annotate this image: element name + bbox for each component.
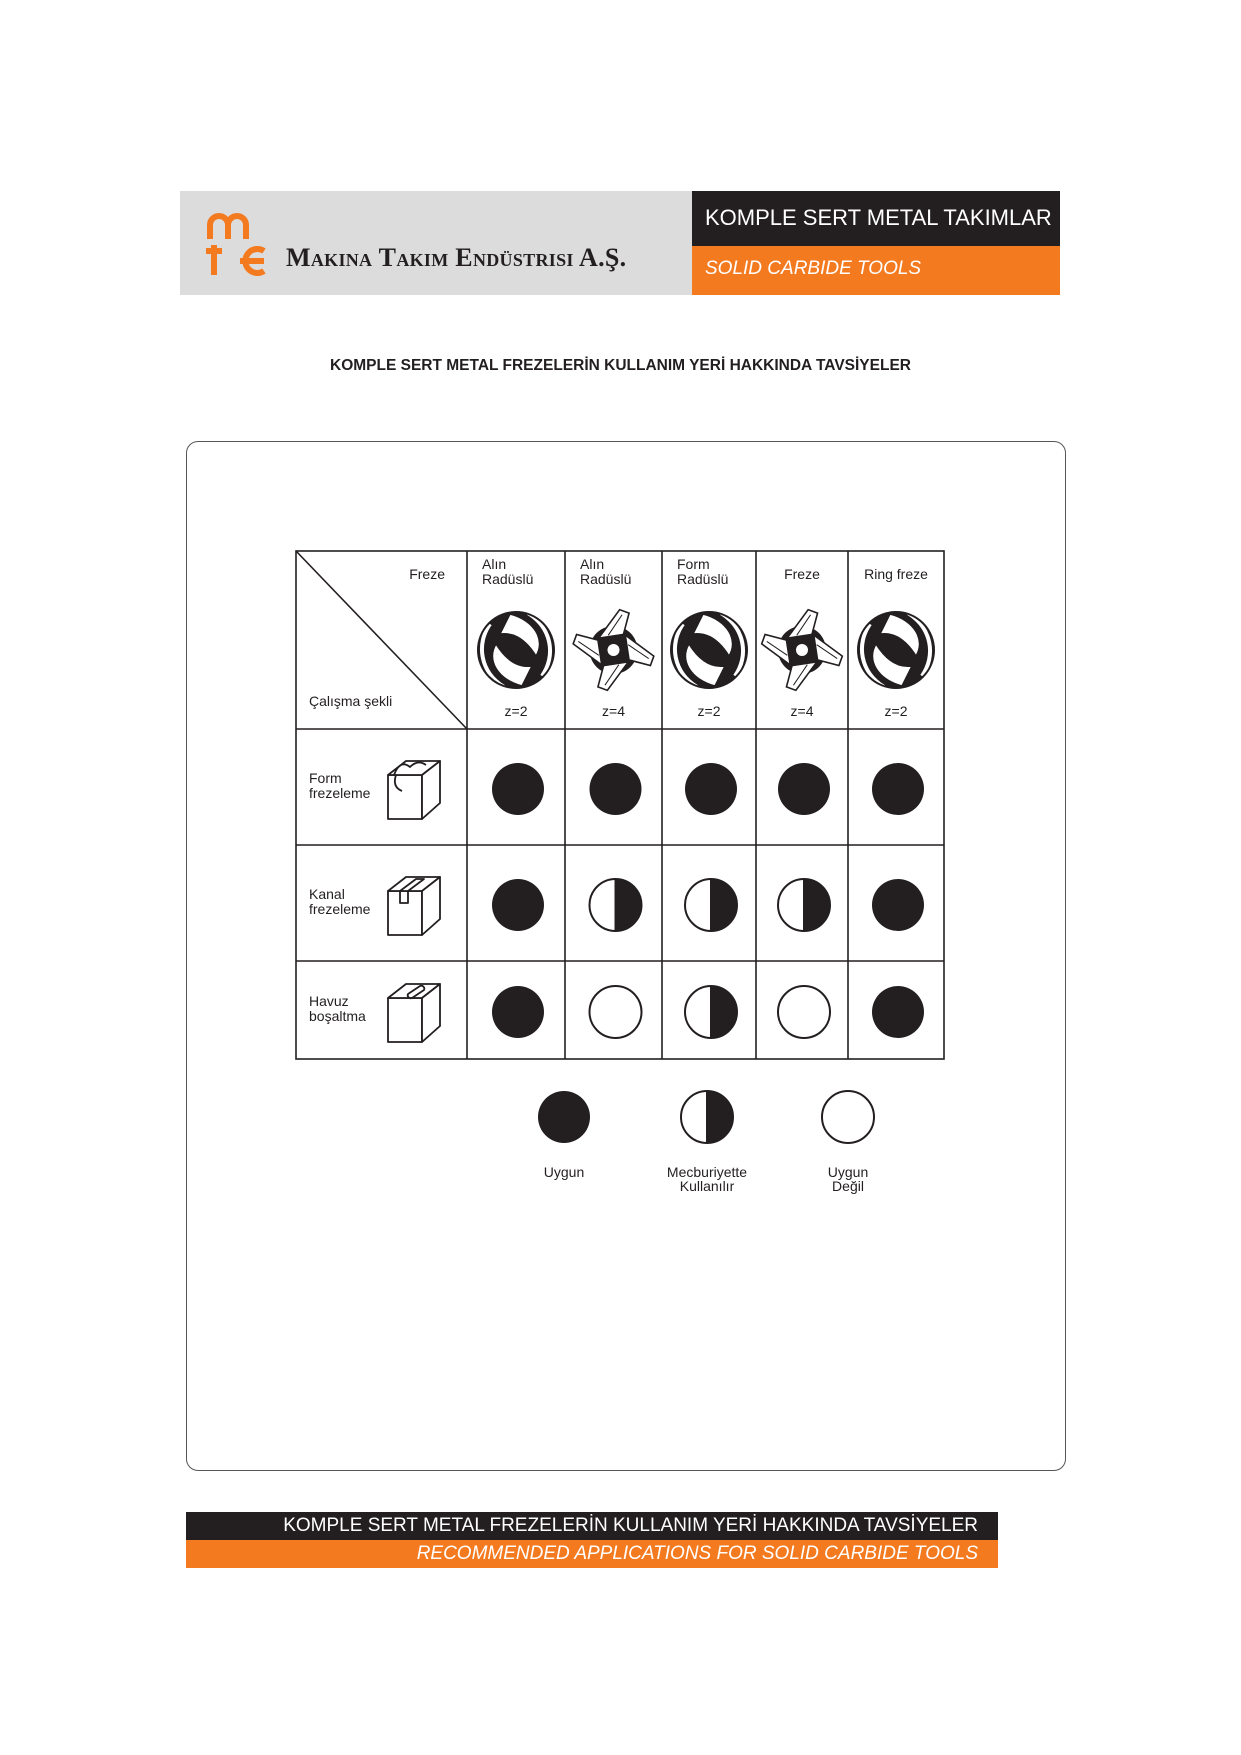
- legend-label-line2: Değil: [832, 1178, 864, 1194]
- rating-empty-mark: [778, 986, 830, 1038]
- row-label-line1: Form: [309, 770, 342, 786]
- rating-half-mark: [778, 879, 830, 931]
- end-mill-cross-section-icon: [478, 612, 554, 688]
- page-title: KOMPLE SERT METAL FREZELERİN KULLANIM YERİ HAKKINDA TAVSİYELER: [330, 357, 911, 374]
- column-header-line2: Radüslü: [482, 571, 534, 587]
- column-header-line1: Alın: [482, 556, 507, 572]
- rating-full-mark: [590, 763, 642, 815]
- footer-subtitle-bar: [186, 1540, 998, 1568]
- workpiece-icons: [388, 761, 440, 1042]
- footer-title: KOMPLE SERT METAL FREZELERİN KULLANIM YERİ HAKKINDA TAVSİYELER: [283, 1515, 978, 1536]
- legend-label-line1: Mecburiyette: [666, 1164, 748, 1180]
- legend: [538, 1091, 874, 1194]
- rating-full-mark: [492, 879, 544, 931]
- legend-label-line1: Uygun: [543, 1164, 585, 1180]
- flute-count: z=2: [884, 703, 908, 719]
- rating-half-mark: [590, 879, 642, 931]
- corner-label-tool: Freze: [409, 566, 445, 582]
- corner-label-operation: Çalışma şekli: [309, 693, 393, 709]
- rating-marks: [492, 763, 924, 1038]
- end-mill-cross-section-icon: [758, 606, 845, 693]
- flute-count: z=2: [697, 703, 721, 719]
- rating-half-mark: [685, 879, 737, 931]
- column-header: Ring freze: [864, 566, 928, 582]
- column-header-line1: Alın: [580, 556, 605, 572]
- rating-empty-mark: [590, 986, 642, 1038]
- legend-label-line1: Uygun: [827, 1164, 869, 1180]
- tool-icons: [478, 606, 934, 693]
- company-name: Makina Takim Endüstrisi A.Ş.: [286, 243, 627, 272]
- column-header-line2: Radüslü: [677, 571, 729, 587]
- end-mill-cross-section-icon: [570, 606, 657, 693]
- slot-milling-block-icon: [388, 877, 440, 935]
- rating-full-mark: [872, 879, 924, 931]
- rating-half-mark: [685, 986, 737, 1038]
- flute-count: z=2: [504, 703, 528, 719]
- rating-full-mark: [685, 763, 737, 815]
- legend-full-mark: [538, 1091, 590, 1143]
- legend-empty-mark: [822, 1091, 874, 1143]
- rating-full-mark: [872, 763, 924, 815]
- column-header: Freze: [784, 566, 820, 582]
- row-label-line2: boşaltma: [309, 1008, 366, 1024]
- legend-half-mark: [681, 1091, 733, 1143]
- header-title: KOMPLE SERT METAL TAKIMLAR: [705, 205, 1052, 230]
- rating-full-mark: [872, 986, 924, 1038]
- legend-label-line2: Kullanılır: [679, 1178, 735, 1194]
- rating-full-mark: [492, 986, 544, 1038]
- rating-full-mark: [492, 763, 544, 815]
- flute-count: z=4: [602, 703, 625, 719]
- row-label-line1: Kanal: [309, 886, 345, 902]
- rating-full-mark: [778, 763, 830, 815]
- row-label-line1: Havuz: [309, 993, 349, 1009]
- footer-subtitle: RECOMMENDED APPLICATIONS FOR SOLID CARBIDE TOOLS: [416, 1543, 978, 1564]
- form-milling-block-icon: [388, 761, 440, 819]
- header-subtitle: SOLID CARBIDE TOOLS: [705, 258, 922, 279]
- pocket-milling-block-icon: [388, 984, 440, 1042]
- end-mill-cross-section-icon: [858, 612, 934, 688]
- end-mill-cross-section-icon: [671, 612, 747, 688]
- column-header-line1: Form: [677, 556, 710, 572]
- row-label-line2: frezeleme: [309, 785, 371, 801]
- footer-title-bar: [186, 1512, 998, 1540]
- column-header-line2: Radüslü: [580, 571, 632, 587]
- row-label-line2: frezeleme: [309, 901, 371, 917]
- flute-count: z=4: [790, 703, 814, 719]
